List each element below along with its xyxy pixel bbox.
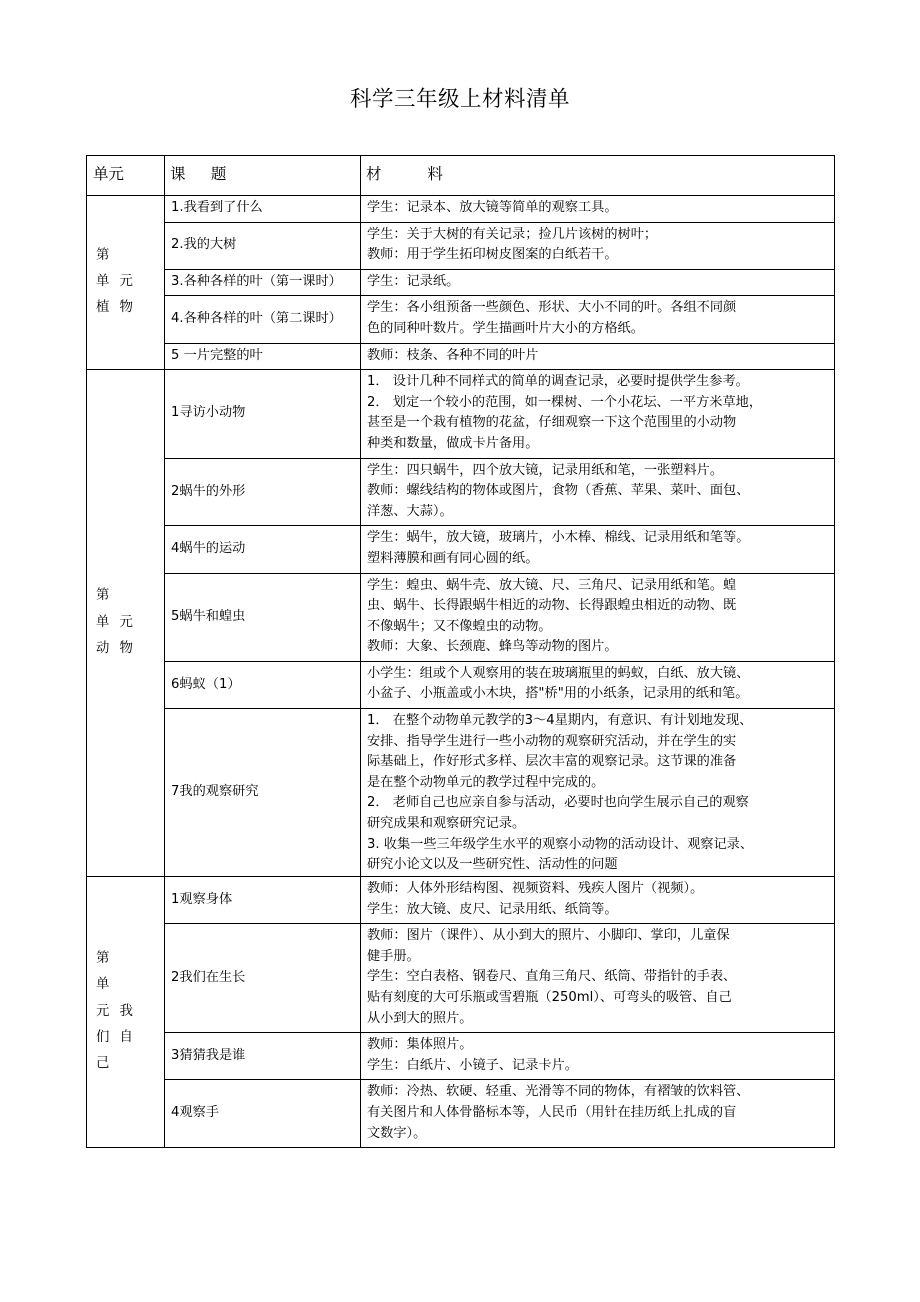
table-row xyxy=(87,877,835,924)
material-line: 1． 设计几种不同样式的简单的调查记录，必要时提供学生参考。 xyxy=(367,374,749,390)
lesson-title-cell: 3.各种各样的叶（第一课时） xyxy=(165,269,361,296)
material-line: 教师：冷热、软硬、轻重、光滑等不同的物体，有褶皱的饮料管、 xyxy=(367,1084,750,1100)
lesson-title-cell: 7我的观察研究 xyxy=(165,709,361,877)
material-line: 种类和数量，做成卡片备用。 xyxy=(367,435,539,451)
material-cell xyxy=(361,222,835,269)
material-line: 从小到大的照片。 xyxy=(367,1010,473,1026)
material-line: 1． 在整个动物单元教学的3～4星期内，有意识、有计划地发现、 xyxy=(367,713,753,729)
lesson-title-cell: 3猜猜我是谁 xyxy=(165,1033,361,1080)
material-cell xyxy=(361,1080,835,1148)
material-line: 虫、蜗牛、长得跟蜗牛相近的动物、长得跟蝗虫相近的动物、既 xyxy=(367,598,737,614)
lesson-title-cell: 4.各种各样的叶（第二课时） xyxy=(165,296,361,343)
material-line: 际基础上，作好形式多样、层次丰富的观察记录。这节课的准备 xyxy=(367,754,737,770)
material-line: 教师：螺线结构的物体或图片，食物（香蕉、苹果、菜叶、面包、 xyxy=(367,483,750,499)
lesson-title-cell: 5蜗牛和蝗虫 xyxy=(165,573,361,661)
unit-label-line: 第 xyxy=(95,951,113,967)
material-cell xyxy=(361,269,835,296)
material-line: 不像蜗牛；又不像蝗虫的动物。 xyxy=(367,618,552,634)
material-line: 学生：记录本、放大镜等简单的观察工具。 xyxy=(367,200,618,215)
unit-label-line: 第 xyxy=(95,588,113,604)
material-line: 教师：用于学生拓印树皮图案的白纸若干。 xyxy=(367,247,618,263)
table-row xyxy=(87,343,835,370)
unit-label-line: 己 xyxy=(95,1055,113,1071)
material-line: 小盆子、小瓶盖或小木块，搭"桥"用的小纸条，记录用的纸和笔。 xyxy=(367,686,749,702)
materials-table xyxy=(86,155,835,1148)
material-line: 学生：白纸片、小镜子、记录卡片。 xyxy=(367,1057,578,1073)
material-line: 安排、指导学生进行一些小动物的观察研究活动，并在学生的实 xyxy=(367,733,737,749)
material-line: 2． 划定一个较小的范围，如一棵树、一个小花坛、一平方米草地， xyxy=(367,394,763,410)
header-cell-unit: 单元 xyxy=(87,156,165,196)
table-row xyxy=(87,296,835,343)
material-line: 教师：人体外形结构图、视频资料、残疾人图片（视频）。 xyxy=(367,881,704,897)
material-line: 学生：放大镜、皮尺、记录用纸、纸筒等。 xyxy=(367,901,618,917)
material-cell xyxy=(361,370,835,458)
materials-table-container xyxy=(86,113,834,1148)
material-cell xyxy=(361,196,835,223)
table-row xyxy=(87,370,835,458)
material-line: 洋葱、大蒜）。 xyxy=(367,503,453,519)
material-cell xyxy=(361,877,835,924)
material-line: 3. 收集一些三年级学生水平的观察小动物的活动设计、观察记录、 xyxy=(367,836,754,852)
material-line: 教师：集体照片。 xyxy=(367,1037,473,1053)
table-row xyxy=(87,222,835,269)
lesson-title-cell: 1观察身体 xyxy=(165,877,361,924)
table-row xyxy=(87,196,835,223)
table-row xyxy=(87,661,835,708)
lesson-title-cell: 2我们在生长 xyxy=(165,924,361,1033)
table-row xyxy=(87,1033,835,1080)
table-row xyxy=(87,458,835,526)
material-line: 塑料薄膜和画有同心圆的纸。 xyxy=(367,550,539,566)
material-line: 学生：空白表格、钢卷尺、直角三角尺、纸筒、带指针的手表、 xyxy=(367,969,737,985)
lesson-title-cell: 2蜗牛的外形 xyxy=(165,458,361,526)
material-cell xyxy=(361,924,835,1033)
lesson-title-cell: 6蚂蚁（1） xyxy=(165,661,361,708)
lesson-title-cell: 4观察手 xyxy=(165,1080,361,1148)
unit-label-cell xyxy=(87,877,165,1148)
unit-label-line: 单 元 xyxy=(95,274,136,289)
material-line: 研究小论文以及一些研究性、活动性的问题 xyxy=(367,857,618,873)
material-cell xyxy=(361,709,835,877)
material-cell xyxy=(361,573,835,661)
material-line: 色的同种叶数片。学生描画叶片大小的方格纸。 xyxy=(367,320,644,336)
lesson-title-cell: 5 一片完整的叶 xyxy=(165,343,361,370)
table-row xyxy=(87,1080,835,1148)
unit-label-line: 动 物 xyxy=(95,640,136,656)
material-cell xyxy=(361,661,835,708)
unit-label-line: 元 我 xyxy=(95,1003,136,1019)
material-line: 学生：蜗牛，放大镜，玻璃片，小木棒、棉线、记录用纸和笔等。 xyxy=(367,530,750,546)
lesson-title-cell: 2.我的大树 xyxy=(165,222,361,269)
material-line: 学生：记录纸。 xyxy=(367,273,460,289)
material-line: 教师：枝条、各种不同的叶片 xyxy=(367,347,539,363)
material-cell xyxy=(361,458,835,526)
material-line: 甚至是一个栽有植物的花盆，仔细观察一下这个范围里的小动物 xyxy=(367,415,737,431)
material-cell xyxy=(361,296,835,343)
header-cell-material: 材 料 xyxy=(361,156,835,196)
lesson-title-cell: 1.我看到了什么 xyxy=(165,196,361,223)
material-line: 学生：蝗虫、蜗牛壳、放大镜、尺、三角尺、记录用纸和笔。蝗 xyxy=(367,577,737,593)
material-line: 学生：关于大树的有关记录；捡几片该树的树叶； xyxy=(367,226,658,242)
material-line: 教师：图片（课件）、从小到大的照片、小脚印、掌印，儿童保 xyxy=(367,928,730,944)
table-row xyxy=(87,269,835,296)
lesson-title-cell: 1寻访小动物 xyxy=(165,370,361,458)
table-row xyxy=(87,709,835,877)
material-cell xyxy=(361,526,835,573)
table-row xyxy=(87,573,835,661)
unit-label-line: 单 元 xyxy=(95,614,136,630)
unit-label-cell xyxy=(87,196,165,370)
material-line: 研究成果和观察研究记录。 xyxy=(367,816,526,832)
unit-label-line: 们 自 xyxy=(95,1029,136,1045)
material-line: 2． 老师自己也应亲自参与活动，必要时也向学生展示自己的观察 xyxy=(367,795,749,811)
material-line: 健手册。 xyxy=(367,948,420,964)
page-title: 科学三年级上材料清单 xyxy=(349,87,570,112)
material-line: 是在整个动物单元的教学过程中完成的。 xyxy=(367,774,605,790)
table-row xyxy=(87,526,835,573)
unit-label-line: 单 xyxy=(95,977,113,993)
lesson-title-cell: 4蜗牛的运动 xyxy=(165,526,361,573)
unit-label-line: 植 物 xyxy=(95,300,136,316)
material-cell xyxy=(361,343,835,370)
header-cell-topic: 课 题 xyxy=(165,156,361,196)
table-row xyxy=(87,924,835,1033)
table-header-row xyxy=(87,156,835,196)
unit-label-cell xyxy=(87,370,165,877)
material-line: 学生：四只蜗牛，四个放大镜，记录用纸和笔，一张塑料片。 xyxy=(367,462,724,478)
material-line: 有关图片和人体骨骼标本等，人民币（用针在挂历纸上扎成的盲 xyxy=(367,1105,737,1120)
material-cell xyxy=(361,1033,835,1080)
material-line: 小学生：组或个人观察用的装在玻璃瓶里的蚂蚁，白纸、放大镜、 xyxy=(367,665,750,681)
material-line: 贴有刻度的大可乐瓶或雪碧瓶（250ml）、可弯头的吸管、自己 xyxy=(367,990,732,1006)
material-line: 学生：各小组预备一些颜色、形状、大小不同的叶。各组不同颜 xyxy=(367,300,737,316)
material-line: 教师：大象、长颈鹿、蜂鸟等动物的图片。 xyxy=(367,639,618,655)
unit-label-line: 第 xyxy=(95,247,113,263)
material-line: 文数字）。 xyxy=(367,1125,427,1141)
